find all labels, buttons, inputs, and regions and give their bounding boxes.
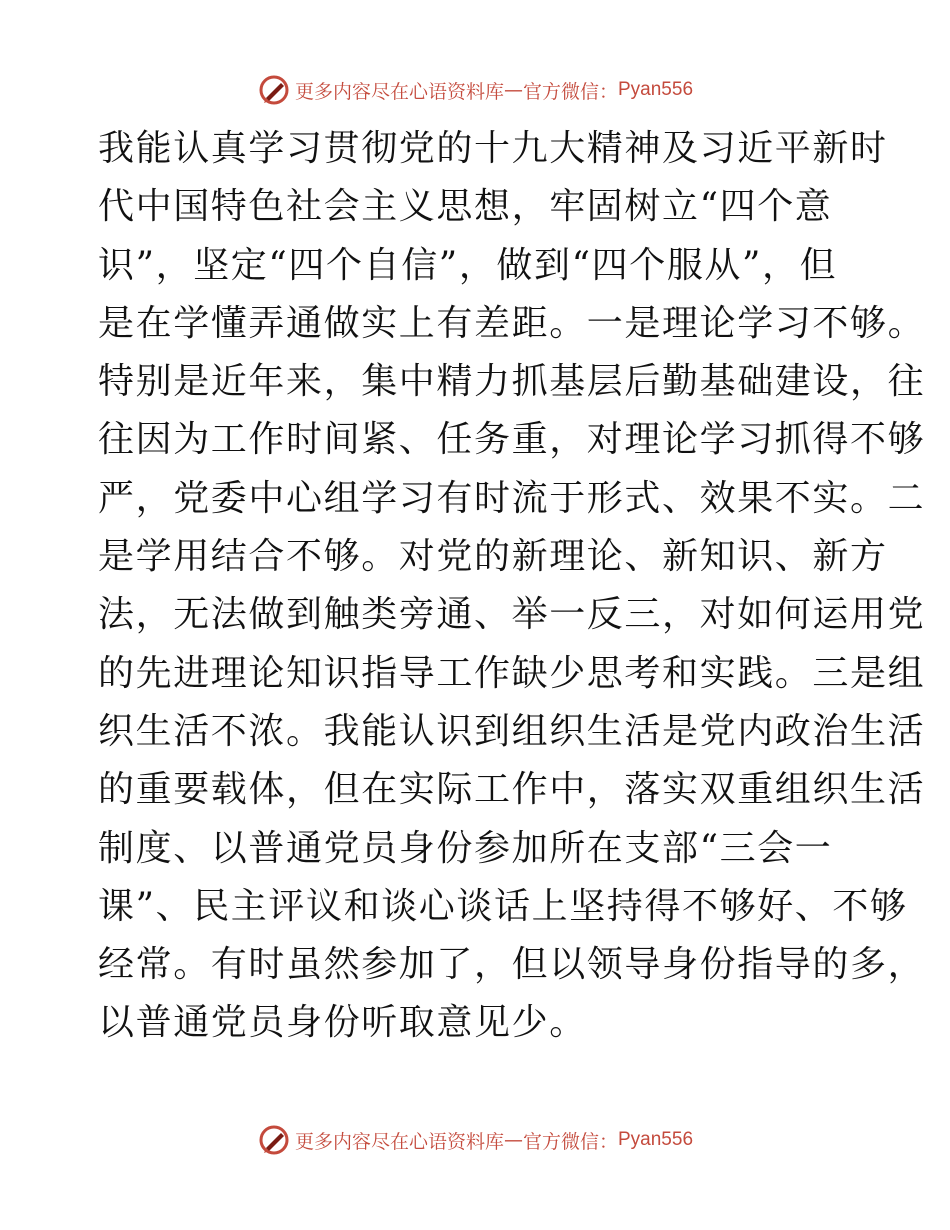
body-line: 代中国特色社会主义思想，牢固树立“四个意 [98,186,833,228]
banner-wechat-label: 官方微信： [522,1130,618,1153]
body-line: 以普通党员身份听取意见少。 [98,1002,587,1044]
banner-title: 更多内容尽在心语资料库 [294,1130,504,1153]
body-line: 制度、以普通党员身份参加所在支部“三会一 [98,827,833,869]
banner-separator: — [503,79,523,101]
document-body [98,120,926,1053]
banner-wechat-label: 官方微信： [522,80,618,103]
body-line: 课”、民主评议和谈心谈话上坚持得不够好、不够 [98,885,908,927]
body-line: 我能认真学习贯彻党的十九大精神及习近平新时 [98,128,888,169]
body-line: 是学用结合不够。对党的新理论、新知识、新方 [98,536,888,578]
body-line: 织生活不浓。我能认识到组织生活是党内政治生活 [98,710,926,752]
body-line: 经常。有时虽然参加了，但以领导身份指导的多， [98,944,926,986]
body-line: 的重要载体，但在实际工作中，落实双重组织生活 [98,769,926,811]
banner-separator: — [503,1129,523,1151]
banner-wechat-id: Pyan556 [618,79,694,100]
banner-title: 更多内容尽在心语资料库 [294,80,504,103]
pen-circle-logo-icon [257,1123,291,1157]
header-banner [0,70,950,110]
body-line: 严，党委中心组学习有时流于形式、效果不实。二 [98,477,926,519]
body-line: 往因为工作时间紧、任务重，对理论学习抓得不够 [98,419,926,461]
pen-circle-logo-icon [257,73,291,107]
footer-banner [0,1120,950,1160]
body-line: 特别是近年来，集中精力抓基层后勤基础建设，往 [98,361,926,403]
body-line: 识”，坚定“四个自信”，做到“四个服从”，但 [98,244,838,286]
body-line: 法，无法做到触类旁通、举一反三，对如何运用党 [98,594,926,636]
body-line: 的先进理论知识指导工作缺少思考和实践。三是组 [98,652,926,694]
body-line: 是在学懂弄通做实上有差距。一是理论学习不够。 [98,302,926,344]
banner-wechat-id: Pyan556 [618,1129,694,1150]
